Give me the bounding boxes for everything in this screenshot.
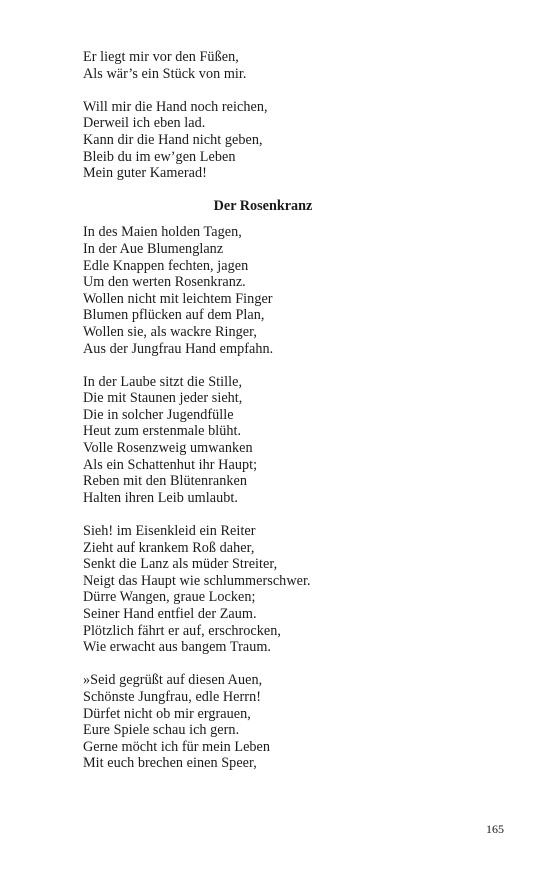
verse-line: In der Aue Blumenglanz [83,240,224,257]
verse-line: »Seid gegrüßt auf diesen Auen, [83,672,263,689]
verse-line: Plötzlich fährt er auf, erschrocken, [83,622,281,639]
verse-line: Blumen pflücken auf dem Plan, [83,307,265,324]
verse-line: Eure Spiele schau ich gern. [83,722,240,739]
verse-line: Volle Rosenzweig umwanken [83,440,253,457]
page-body [83,49,443,772]
verse-line: Gerne möcht ich für mein Leben [83,738,271,755]
verse-line: Mein guter Kamerad! [83,165,207,182]
verse-line: Zieht auf krankem Roß daher, [83,539,255,556]
verse-line: Aus der Jungfrau Hand empfahn. [83,340,274,357]
stanza-gap [83,82,443,99]
verse-line: Die mit Staunen jeder sieht, [83,390,243,407]
stanza [83,523,443,656]
verse-line: Neigt das Haupt wie schlummerschwer. [83,572,311,589]
verse-line: Die in solcher Jugendfülle [83,406,234,423]
stanza [83,224,443,357]
verse-line: In des Maien holden Tagen, [83,224,242,241]
verse-line: Wie erwacht aus bangem Traum. [83,639,272,656]
stanza-gap [83,357,443,374]
verse-line: Dürre Wangen, graue Locken; [83,589,256,606]
verse-line: Senkt die Lanz als müder Streiter, [83,556,278,573]
verse-line: Edle Knappen fechten, jagen [83,257,249,274]
stanza [83,49,443,82]
poem-title: Der Rosenkranz [213,197,313,214]
continuation-poem [83,49,443,182]
stanza [83,99,443,182]
verse-line: Derweil ich eben lad. [83,115,206,132]
stanza-gap [83,506,443,523]
verse-line: Wollen nicht mit leichtem Finger [83,290,273,307]
verse-line: Reben mit den Blütenranken [83,473,248,490]
verse-line: Mit euch brechen einen Speer, [83,755,257,772]
verse-line: Schönste Jungfrau, edle Herrn! [83,688,261,705]
verse-line: Als wär’s ein Stück von mir. [83,65,247,82]
verse-line: Als ein Schattenhut ihr Haupt; [83,456,258,473]
stanza-gap [83,656,443,673]
verse-line: Heut zum erstenmale blüht. [83,423,242,440]
verse-line: Halten ihren Leib umlaubt. [83,489,238,506]
verse-line: Kann dir die Hand nicht geben, [83,131,263,148]
verse-line: Seiner Hand entfiel der Zaum. [83,606,257,622]
verse-line: Er liegt mir vor den Füßen, [83,49,239,65]
verse-line: Um den werten Rosenkranz. [83,274,246,291]
verse-line: Sieh! im Eisenkleid ein Reiter [83,523,256,540]
page-number: 165 [486,822,504,836]
verse-line: Wollen sie, als wackre Ringer, [83,323,257,340]
verse-line: Dürfet nicht ob mir ergrauen, [83,705,251,722]
stanza [83,672,443,772]
stanza [83,374,443,507]
verse-line: Bleib du im ew’gen Leben [83,148,236,165]
poem-rosenkranz [83,224,443,772]
verse-line: In der Laube sitzt die Stille, [83,373,243,390]
verse-line: Will mir die Hand noch reichen, [83,98,268,115]
